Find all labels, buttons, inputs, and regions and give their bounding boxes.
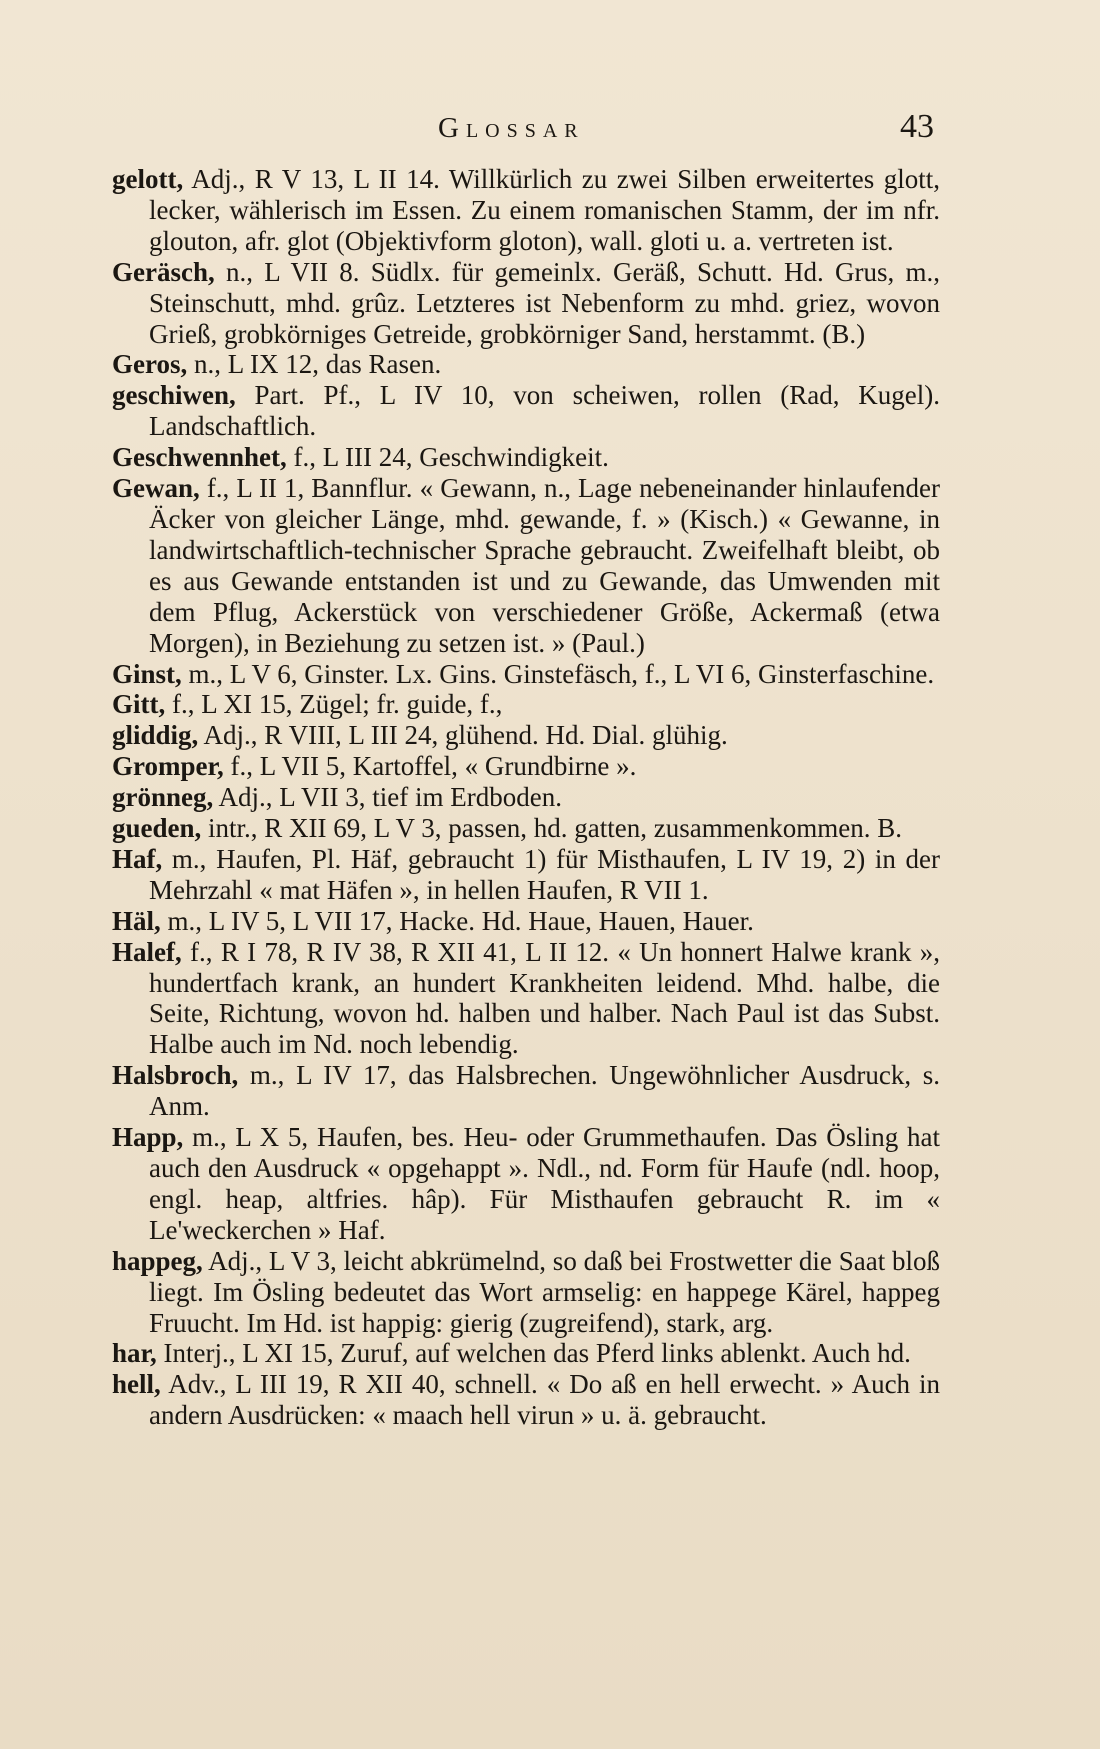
entry-definition: Adj., R VIII, L III 24, glühend. Hd. Dial. glühig. — [198, 720, 728, 751]
glossary-entry — [112, 1246, 940, 1339]
glossary-entry — [112, 937, 940, 1061]
glossary-entries — [112, 164, 940, 1431]
entry-definition: m., L V 6, Ginster. Lx. Gins. Ginstefäsch, f., L VI 6, Ginsterfaschine. — [181, 658, 935, 689]
entry-lemma: Gromper, — [112, 751, 224, 782]
entry-lemma: Halef, — [112, 936, 182, 967]
running-title: Glossar — [438, 112, 585, 144]
glossary-entry — [112, 1338, 940, 1369]
glossary-entry — [112, 164, 940, 257]
entry-definition: Adv., L III 19, R XII 40, schnell. « Do aß en hell erwecht. » Auch in andern Ausdrücken: « maach hell virun » u. ä. gebraucht. — [149, 1369, 940, 1431]
entry-definition: intr., R XII 69, L V 3, passen, hd. gatten, zusammenkommen. B. — [201, 813, 902, 844]
glossary-entry — [112, 473, 940, 658]
entry-definition: f., L III 24, Geschwindigkeit. — [286, 442, 609, 473]
entry-definition: Adj., L VII 3, tief im Erdboden. — [213, 782, 562, 813]
entry-definition: Interj., L XI 15, Zuruf, auf welchen das Pferd links ablenkt. Auch hd. — [156, 1338, 911, 1369]
entry-definition: m., L IV 17, das Halsbrechen. Ungewöhnlicher Ausdruck, s. Anm. — [149, 1060, 940, 1122]
glossary-entry — [112, 906, 940, 937]
entry-definition: Part. Pf., L IV 10, von scheiwen, rollen (Rad, Kugel). Landschaftlich. — [149, 380, 940, 442]
entry-definition: f., L XI 15, Zügel; fr. guide, f., — [165, 689, 503, 720]
entry-lemma: Ginst, — [112, 658, 182, 689]
glossary-entry — [112, 442, 940, 473]
glossary-entry — [112, 813, 940, 844]
entry-lemma: Halsbroch, — [112, 1060, 239, 1091]
entry-lemma: gelott, — [112, 164, 184, 194]
entry-lemma: grönneg, — [112, 782, 214, 813]
page-number: 43 — [900, 108, 934, 145]
entry-definition: m., Haufen, Pl. Häf, gebraucht 1) für Misthaufen, L IV 19, 2) in der Mehrzahl « mat Häfen », in hellen Haufen, R VII 1. — [149, 843, 940, 905]
entry-definition: m., L IV 5, L VII 17, Hacke. Hd. Haue, Hauen, Hauer. — [160, 905, 754, 936]
glossary-entry — [112, 1122, 940, 1246]
entry-lemma: Haf, — [112, 843, 163, 874]
entry-definition: Adj., L V 3, leicht abkrümelnd, so daß bei Frostwetter die Saat bloß liegt. Im Ösling bedeutet das Wort armselig: en happege Kärel, happeg Fruucht. Im Hd. ist happig: gierig (zugreifend), stark, arg. — [149, 1245, 940, 1338]
glossary-entry — [112, 1369, 940, 1431]
glossary-entry — [112, 844, 940, 906]
entry-lemma: gliddig, — [112, 720, 199, 751]
glossary-entry — [112, 782, 940, 813]
glossary-entry — [112, 659, 940, 690]
glossary-entry — [112, 257, 940, 350]
glossary-entry — [112, 1060, 940, 1122]
entry-lemma: gueden, — [112, 813, 202, 844]
entry-definition: m., L X 5, Haufen, bes. Heu- oder Grummethaufen. Das Ösling hat auch den Ausdruck « opgehappt ». Ndl., nd. Form für Haufe (ndl. hoop, engl. heap, altfries. hâp). Für Misthaufen gebraucht R. im « Le'weckerchen » Haf. — [149, 1122, 940, 1245]
entry-lemma: geschiwen, — [112, 380, 236, 411]
entry-definition: f., L VII 5, Kartoffel, « Grundbirne ». — [223, 751, 637, 782]
glossary-entry — [112, 720, 940, 751]
entry-definition: n., L VII 8. Südlx. für gemeinlx. Geräß, Schutt. Hd. Grus, m., Steinschutt, mhd. grûz. Letzteres ist Nebenform zu mhd. griez, wovon Grieß, grobkörniges Getreide, grobkörniger Sand, herstammt. (B.) — [149, 256, 940, 349]
entry-lemma: Geräsch, — [112, 256, 215, 287]
glossary-entry — [112, 349, 940, 380]
entry-definition: n., L IX 12, das Rasen. — [187, 349, 442, 380]
entry-lemma: Geros, — [112, 349, 188, 380]
entry-definition: f., L II 1, Bannflur. « Gewann, n., Lage nebeneinander hinlaufender Äcker von gleicher Länge, mhd. gewande, f. » (Kisch.) « Gewanne, in landwirtschaftlich-technischer Sprache gebraucht. Zweifelhaft bleibt, ob es aus Gewande entstanden ist und zu Gewande, das Umwenden mit dem Pflug, Ackerstück von verschiedener Größe, Ackermaß (etwa Morgen), in Beziehung zu setzen ist. » (Paul.) — [149, 473, 940, 658]
entry-lemma: Gitt, — [112, 689, 166, 720]
entry-lemma: Gewan, — [112, 473, 200, 504]
page-header — [0, 108, 1100, 162]
entry-lemma: Geschwennhet, — [112, 442, 287, 473]
entry-lemma: Häl, — [112, 905, 161, 936]
glossary-entry — [112, 380, 940, 442]
entry-definition: Adj., R V 13, L II 14. Willkürlich zu zwei Silben erweitertes glott, lecker, wählerisch im Essen. Zu einem romanischen Stamm, der im nfr. glouton, afr. glot (Objektivform gloton), wall. gloti u. a. vertreten ist. — [149, 164, 940, 256]
entry-lemma: hell, — [112, 1369, 161, 1400]
glossary-entry — [112, 751, 940, 782]
entry-lemma: happeg, — [112, 1245, 203, 1276]
glossary-entry — [112, 689, 940, 720]
entry-lemma: Happ, — [112, 1122, 184, 1153]
entry-definition: f., R I 78, R IV 38, R XII 41, L II 12. « Un honnert Halwe krank », hundertfach krank, an hundert Krankheiten leidend. Mhd. halbe, die Seite, Richtung, wovon hd. halben und halber. Nach Paul ist das Subst. Halbe auch im Nd. noch lebendig. — [149, 936, 940, 1060]
entry-lemma: har, — [112, 1338, 157, 1369]
